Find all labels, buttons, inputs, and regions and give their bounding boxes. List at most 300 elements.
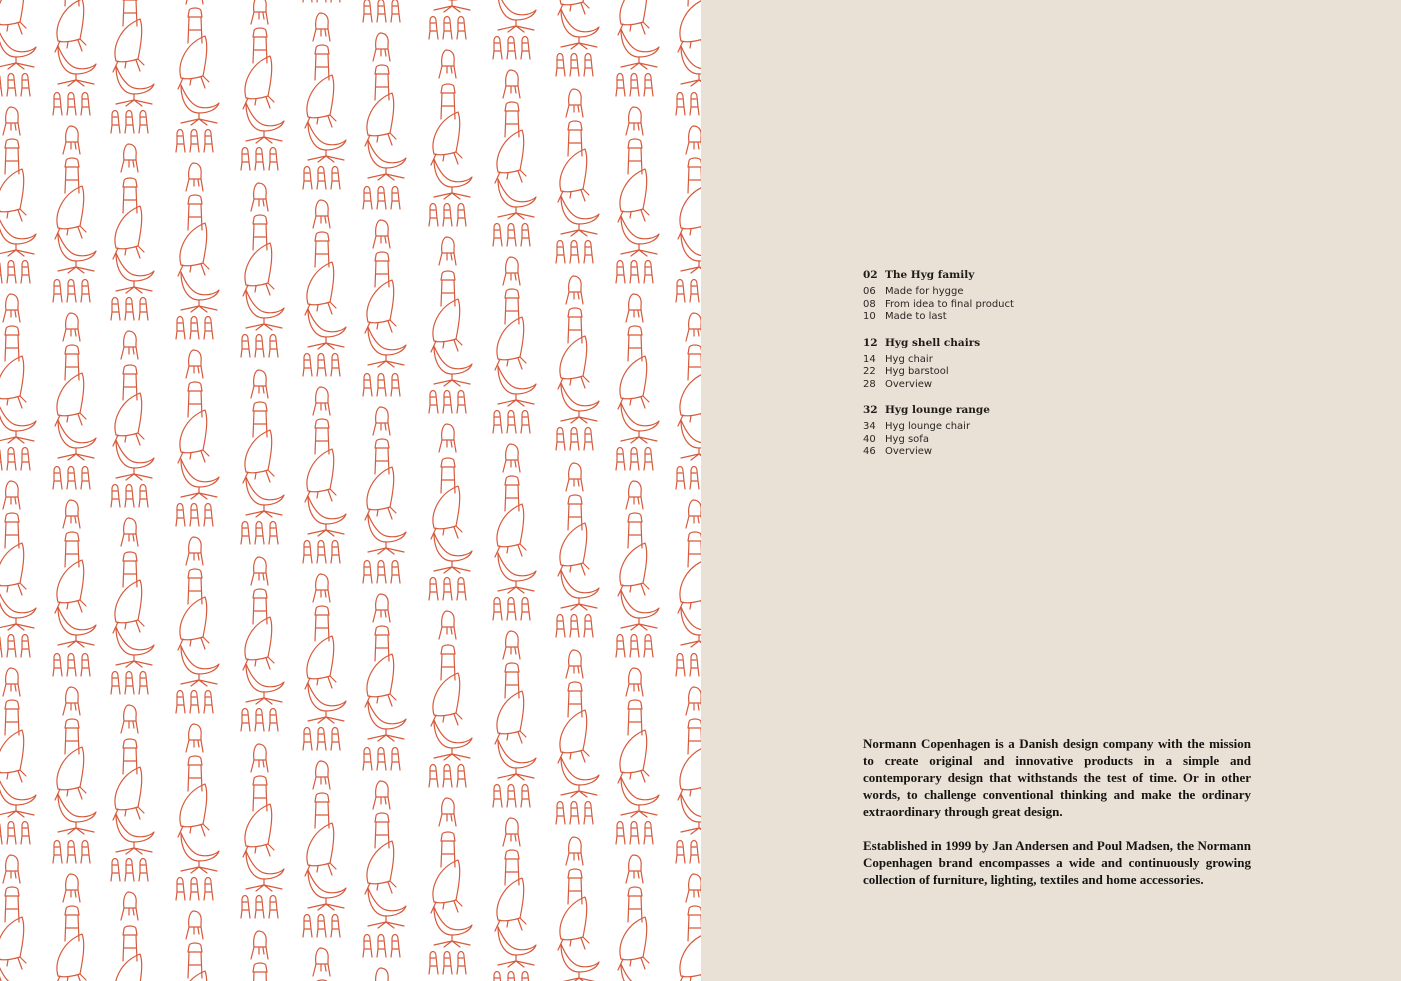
lounge-chair-icon <box>178 971 209 981</box>
chair-trio-icon <box>676 654 701 677</box>
swivel-chair-icon <box>561 383 599 423</box>
lounge-chair-icon <box>55 934 86 981</box>
toc-section-title: The Hyg family <box>885 269 975 281</box>
toc-item <box>863 434 1163 447</box>
toc-item <box>863 299 1163 312</box>
toc-item <box>863 366 1163 379</box>
toc-section-heading <box>863 336 1163 350</box>
chair-trio-icon <box>176 691 213 714</box>
chair-trio-icon <box>53 841 90 864</box>
shell-chair-icon <box>439 798 456 826</box>
shell-chair-icon <box>63 500 80 528</box>
shell-chair-icon <box>373 781 390 809</box>
lounge-chair-icon <box>495 878 526 931</box>
toc-item-page-number: 14 <box>863 353 876 365</box>
swivel-chair-icon <box>0 403 36 443</box>
chair-trio-icon <box>556 54 593 77</box>
toc-section-page-number: 02 <box>863 269 878 281</box>
swivel-chair-icon <box>246 290 284 330</box>
shell-chair-icon <box>313 574 330 602</box>
shell-chair-icon <box>313 948 330 976</box>
lounge-chair-icon <box>431 486 462 539</box>
swivel-chair-icon <box>621 964 659 981</box>
chair-trio-icon <box>0 261 30 284</box>
lounge-chair-icon <box>55 560 86 613</box>
shell-chair-icon <box>121 331 138 359</box>
toc-section-title: Hyg shell chairs <box>885 336 981 349</box>
contents-page <box>701 0 1401 981</box>
chair-trio-icon <box>53 280 90 303</box>
swivel-chair-icon <box>246 477 284 517</box>
chair-trio-icon <box>303 0 340 2</box>
lounge-chair-icon <box>305 262 336 315</box>
chair-trio-icon <box>556 615 593 638</box>
shell-chair-icon <box>186 350 203 378</box>
shell-chair-icon <box>503 631 520 659</box>
lounge-chair-icon <box>558 523 589 576</box>
lounge-chair-icon <box>618 356 649 409</box>
swivel-chair-icon <box>498 740 536 780</box>
swivel-chair-icon <box>434 159 472 199</box>
chair-trio-icon <box>303 728 340 751</box>
chair-trio-icon <box>556 802 593 825</box>
chair-trio-icon <box>53 93 90 116</box>
toc-item-page-number: 40 <box>863 433 876 445</box>
chair-trio-icon <box>616 261 653 284</box>
lounge-chair-icon <box>678 0 701 52</box>
swivel-chair-icon <box>116 814 154 854</box>
swivel-chair-icon <box>561 944 599 981</box>
chair-trio-icon <box>493 224 530 247</box>
swivel-chair-icon <box>368 140 406 180</box>
barstool-icon <box>628 326 642 361</box>
lounge-chair-icon <box>365 93 396 146</box>
shell-chair-icon <box>626 107 643 135</box>
lounge-chair-icon <box>558 336 589 389</box>
chair-trio-icon <box>363 187 400 210</box>
lounge-chair-icon <box>113 767 144 820</box>
lounge-chair-icon <box>305 636 336 689</box>
shell-chair-icon <box>63 126 80 154</box>
chair-trio-icon <box>176 504 213 527</box>
swivel-chair-icon <box>308 870 346 910</box>
shell-chair-icon <box>503 257 520 285</box>
chair-trio-icon <box>363 374 400 397</box>
toc-item <box>863 286 1163 299</box>
lounge-chair-icon <box>678 373 701 426</box>
chair-trio-icon <box>241 522 278 545</box>
swivel-chair-icon <box>58 46 96 86</box>
shell-chair-icon <box>373 33 390 61</box>
chair-trio-icon <box>0 74 30 97</box>
shell-chair-icon <box>566 276 583 304</box>
swivel-chair-icon <box>308 122 346 162</box>
swivel-chair-icon <box>308 683 346 723</box>
shell-chair-icon <box>313 200 330 228</box>
shell-chair-icon <box>686 874 701 902</box>
barstool-icon <box>628 513 642 548</box>
toc-section-heading <box>863 268 1163 282</box>
shell-chair-icon <box>251 370 268 398</box>
toc-item-label: Hyg sofa <box>885 433 929 445</box>
shell-chair-icon <box>503 818 520 846</box>
description-paragraph: Established in 1999 by Jan Andersen and Poul Madsen, the Normann Copenhagen brand encompasses a wide and continuously growing collection of furniture, lighting, textiles and home accessories. <box>863 838 1251 887</box>
chair-trio-icon <box>303 915 340 938</box>
barstool-icon <box>5 700 19 735</box>
shell-chair-icon <box>566 837 583 865</box>
shell-chair-icon <box>186 0 203 4</box>
lounge-chair-icon <box>431 112 462 165</box>
lounge-chair-icon <box>113 954 144 981</box>
barstool-icon <box>5 326 19 361</box>
chair-trio-icon <box>676 467 701 490</box>
toc-section-lounge-range <box>863 403 1163 459</box>
lounge-chair-icon <box>618 169 649 222</box>
chair-trio-icon <box>616 635 653 658</box>
lounge-chair-icon <box>243 804 274 857</box>
shell-chair-icon <box>686 687 701 715</box>
chair-trio-icon <box>429 204 466 227</box>
shell-chair-icon <box>503 70 520 98</box>
toc-section-hyg-family <box>863 268 1163 324</box>
shell-chair-icon <box>121 705 138 733</box>
lounge-chair-icon <box>0 917 26 970</box>
swivel-chair-icon <box>621 777 659 817</box>
barstool-icon <box>628 139 642 174</box>
lounge-chair-icon <box>558 149 589 202</box>
lounge-chair-icon <box>55 373 86 426</box>
lounge-chair-icon <box>495 130 526 183</box>
shell-chair-icon <box>626 855 643 883</box>
swivel-chair-icon <box>681 420 701 460</box>
table-of-contents <box>863 268 1163 471</box>
shell-chair-icon <box>439 237 456 265</box>
swivel-chair-icon <box>246 851 284 891</box>
chair-trio-icon <box>53 467 90 490</box>
chair-trio-icon <box>429 952 466 975</box>
toc-item-label: Made to last <box>885 311 947 322</box>
shell-chair-icon <box>121 144 138 172</box>
toc-item-label: Hyg chair <box>885 353 933 365</box>
shell-chair-icon <box>626 481 643 509</box>
swivel-chair-icon <box>116 440 154 480</box>
swivel-chair-icon <box>368 327 406 367</box>
shell-chair-icon <box>566 89 583 117</box>
lounge-chair-icon <box>178 597 209 650</box>
lounge-chair-icon <box>0 730 26 783</box>
shell-chair-icon <box>503 444 520 472</box>
toc-item <box>863 446 1163 459</box>
lounge-chair-icon <box>0 356 26 409</box>
lounge-chair-icon <box>431 299 462 352</box>
barstool-icon <box>315 606 329 641</box>
toc-section-shell-chairs <box>863 336 1163 392</box>
swivel-chair-icon <box>308 496 346 536</box>
chair-trio-icon <box>676 93 701 116</box>
toc-section-page-number: 12 <box>863 336 878 349</box>
toc-item <box>863 421 1163 434</box>
chair-trio-icon <box>363 561 400 584</box>
lounge-chair-icon <box>243 56 274 109</box>
shell-chair-icon <box>373 220 390 248</box>
shell-chair-icon <box>3 294 20 322</box>
chair-trio-icon <box>241 896 278 919</box>
chair-trio-icon <box>303 541 340 564</box>
chair-trio-icon <box>0 448 30 471</box>
lounge-chair-icon <box>113 206 144 259</box>
toc-item-page-number: 10 <box>863 311 876 322</box>
barstool-icon <box>688 906 701 941</box>
swivel-chair-icon <box>368 514 406 554</box>
barstool-icon <box>688 532 701 567</box>
lounge-chair-icon <box>305 823 336 876</box>
barstool-icon <box>628 887 642 922</box>
chair-trio-icon <box>616 74 653 97</box>
toc-item <box>863 354 1163 367</box>
toc-item-label: Made for hygge <box>885 286 964 297</box>
barstool-icon <box>315 45 329 80</box>
swivel-chair-icon <box>498 366 536 406</box>
shell-chair-icon <box>313 761 330 789</box>
swivel-chair-icon <box>181 272 219 312</box>
swivel-chair-icon <box>58 420 96 460</box>
swivel-chair-icon <box>434 533 472 573</box>
lounge-chair-icon <box>365 280 396 333</box>
shell-chair-icon <box>186 911 203 939</box>
toc-item-page-number: 46 <box>863 446 876 457</box>
shell-chair-icon <box>251 557 268 585</box>
swivel-chair-icon <box>181 646 219 686</box>
chair-trio-icon <box>616 822 653 845</box>
lounge-chair-icon <box>0 543 26 596</box>
shell-chair-icon <box>121 892 138 920</box>
chair-trio-icon <box>176 317 213 340</box>
lounge-chair-icon <box>618 730 649 783</box>
chair-trio-icon <box>241 709 278 732</box>
chair-trio-icon <box>0 635 30 658</box>
shell-chair-icon <box>373 968 390 981</box>
barstool-icon <box>5 887 19 922</box>
swivel-chair-icon <box>621 29 659 69</box>
barstool-icon <box>5 513 19 548</box>
shell-chair-icon <box>373 407 390 435</box>
chair-trio-icon <box>493 411 530 434</box>
barstool-icon <box>5 139 19 174</box>
swivel-chair-icon <box>58 233 96 273</box>
shell-chair-icon <box>686 313 701 341</box>
shell-chair-icon <box>313 13 330 41</box>
swivel-chair-icon <box>621 216 659 256</box>
swivel-chair-icon <box>434 0 472 12</box>
shell-chair-icon <box>313 387 330 415</box>
chair-trio-icon <box>111 672 148 695</box>
toc-item <box>863 379 1163 392</box>
lounge-chair-icon <box>678 186 701 239</box>
lounge-chair-icon <box>305 449 336 502</box>
swivel-chair-icon <box>434 907 472 947</box>
chair-trio-icon <box>241 335 278 358</box>
chair-trio-icon <box>0 822 30 845</box>
chair-trio-icon <box>556 428 593 451</box>
toc-item-label: Overview <box>885 378 933 390</box>
toc-item-page-number: 22 <box>863 366 876 377</box>
swivel-chair-icon <box>498 179 536 219</box>
chair-trio-icon <box>53 654 90 677</box>
shell-chair-icon <box>686 500 701 528</box>
swivel-chair-icon <box>561 570 599 610</box>
lounge-chair-icon <box>0 169 26 222</box>
chair-trio-icon <box>493 37 530 60</box>
chair-trio-icon <box>241 148 278 171</box>
shell-chair-icon <box>373 594 390 622</box>
swivel-chair-icon <box>621 403 659 443</box>
chair-trio-icon <box>111 111 148 134</box>
swivel-chair-icon <box>434 346 472 386</box>
lounge-chair-icon <box>431 673 462 726</box>
chair-trio-icon <box>111 298 148 321</box>
description-paragraph: Normann Copenhagen is a Danish design company with the mission to create original and innovative products in a simple and contemporary design that withstands the test of time. Or in other words, to challenge conventional thinking and make the ordinary extraordinary through great design. <box>863 736 1251 819</box>
lounge-chair-icon <box>618 0 649 35</box>
lounge-chair-icon <box>55 186 86 239</box>
chair-trio-icon <box>363 0 400 22</box>
shell-chair-icon <box>121 518 138 546</box>
chair-trio-icon <box>616 448 653 471</box>
barstool-icon <box>688 158 701 193</box>
chair-trio-icon <box>363 935 400 958</box>
chair-trio-icon <box>493 785 530 808</box>
chair-trio-icon <box>176 130 213 153</box>
lounge-chair-icon <box>678 560 701 613</box>
company-description <box>863 735 1251 905</box>
chair-trio-icon <box>676 841 701 864</box>
swivel-chair-icon <box>308 309 346 349</box>
shell-chair-icon <box>566 650 583 678</box>
lounge-chair-icon <box>55 0 86 52</box>
swivel-chair-icon <box>246 664 284 704</box>
lounge-chair-icon <box>243 617 274 670</box>
shell-chair-icon <box>3 481 20 509</box>
shell-chair-icon <box>3 107 20 135</box>
swivel-chair-icon <box>681 46 701 86</box>
toc-item-label: Overview <box>885 446 933 457</box>
shell-chair-icon <box>686 126 701 154</box>
lounge-chair-icon <box>243 243 274 296</box>
lounge-chair-icon <box>178 223 209 276</box>
chair-trio-icon <box>303 167 340 190</box>
chair-trio-icon <box>176 878 213 901</box>
toc-item-label: Hyg barstool <box>885 366 949 377</box>
lounge-chair-icon <box>495 504 526 557</box>
barstool-icon <box>628 700 642 735</box>
shell-chair-icon <box>186 163 203 191</box>
swivel-chair-icon <box>0 29 36 69</box>
lounge-chair-icon <box>55 747 86 800</box>
chair-trio-icon <box>111 859 148 882</box>
toc-item <box>863 311 1163 324</box>
lounge-chair-icon <box>113 19 144 72</box>
shell-chair-icon <box>3 855 20 883</box>
swivel-chair-icon <box>0 777 36 817</box>
swivel-chair-icon <box>621 590 659 630</box>
toc-item-page-number: 06 <box>863 286 876 297</box>
lounge-chair-icon <box>678 934 701 981</box>
toc-item-page-number: 08 <box>863 298 876 310</box>
swivel-chair-icon <box>181 459 219 499</box>
barstool-icon <box>253 963 267 981</box>
toc-section-title: Hyg lounge range <box>885 404 990 416</box>
toc-section-page-number: 32 <box>863 404 878 416</box>
shell-chair-icon <box>186 537 203 565</box>
swivel-chair-icon <box>58 607 96 647</box>
swivel-chair-icon <box>368 701 406 741</box>
lounge-chair-icon <box>113 580 144 633</box>
swivel-chair-icon <box>561 196 599 236</box>
swivel-chair-icon <box>434 720 472 760</box>
chair-trio-icon <box>429 17 466 40</box>
shell-chair-icon <box>3 668 20 696</box>
swivel-chair-icon <box>681 607 701 647</box>
chair-trio-icon <box>676 280 701 303</box>
chair-trio-icon <box>303 354 340 377</box>
barstool-icon <box>688 719 701 754</box>
lounge-chair-icon <box>495 317 526 370</box>
chair-trio-icon <box>429 765 466 788</box>
shell-chair-icon <box>439 50 456 78</box>
lounge-chair-icon <box>618 543 649 596</box>
swivel-chair-icon <box>368 888 406 928</box>
shell-chair-icon <box>186 724 203 752</box>
shell-chair-icon <box>626 294 643 322</box>
chair-trio-icon <box>429 391 466 414</box>
swivel-chair-icon <box>246 103 284 143</box>
barstool-icon <box>315 419 329 454</box>
toc-section-heading <box>863 403 1163 417</box>
swivel-chair-icon <box>681 233 701 273</box>
shell-chair-icon <box>63 313 80 341</box>
lounge-chair-icon <box>243 430 274 483</box>
chair-trio-icon <box>493 972 530 981</box>
lounge-chair-icon <box>365 467 396 520</box>
swivel-chair-icon <box>116 253 154 293</box>
swivel-chair-icon <box>498 553 536 593</box>
shell-chair-icon <box>439 424 456 452</box>
swivel-chair-icon <box>681 794 701 834</box>
lounge-chair-icon <box>558 897 589 950</box>
barstool-icon <box>315 793 329 828</box>
chair-trio-icon <box>111 485 148 508</box>
swivel-chair-icon <box>0 216 36 256</box>
swivel-chair-icon <box>0 964 36 981</box>
shell-chair-icon <box>63 874 80 902</box>
barstool-icon <box>123 0 137 26</box>
lounge-chair-icon <box>0 0 26 35</box>
lounge-chair-icon <box>178 410 209 463</box>
shell-chair-icon <box>566 463 583 491</box>
swivel-chair-icon <box>561 9 599 49</box>
swivel-chair-icon <box>498 927 536 967</box>
swivel-chair-icon <box>498 0 536 32</box>
swivel-chair-icon <box>0 590 36 630</box>
lounge-chair-icon <box>113 393 144 446</box>
shell-chair-icon <box>251 931 268 959</box>
shell-chair-icon <box>626 668 643 696</box>
barstool-icon <box>688 345 701 380</box>
swivel-chair-icon <box>58 794 96 834</box>
toc-item-page-number: 34 <box>863 421 876 432</box>
lounge-chair-icon <box>305 75 336 128</box>
lounge-chair-icon <box>178 784 209 837</box>
chair-trio-icon <box>493 598 530 621</box>
